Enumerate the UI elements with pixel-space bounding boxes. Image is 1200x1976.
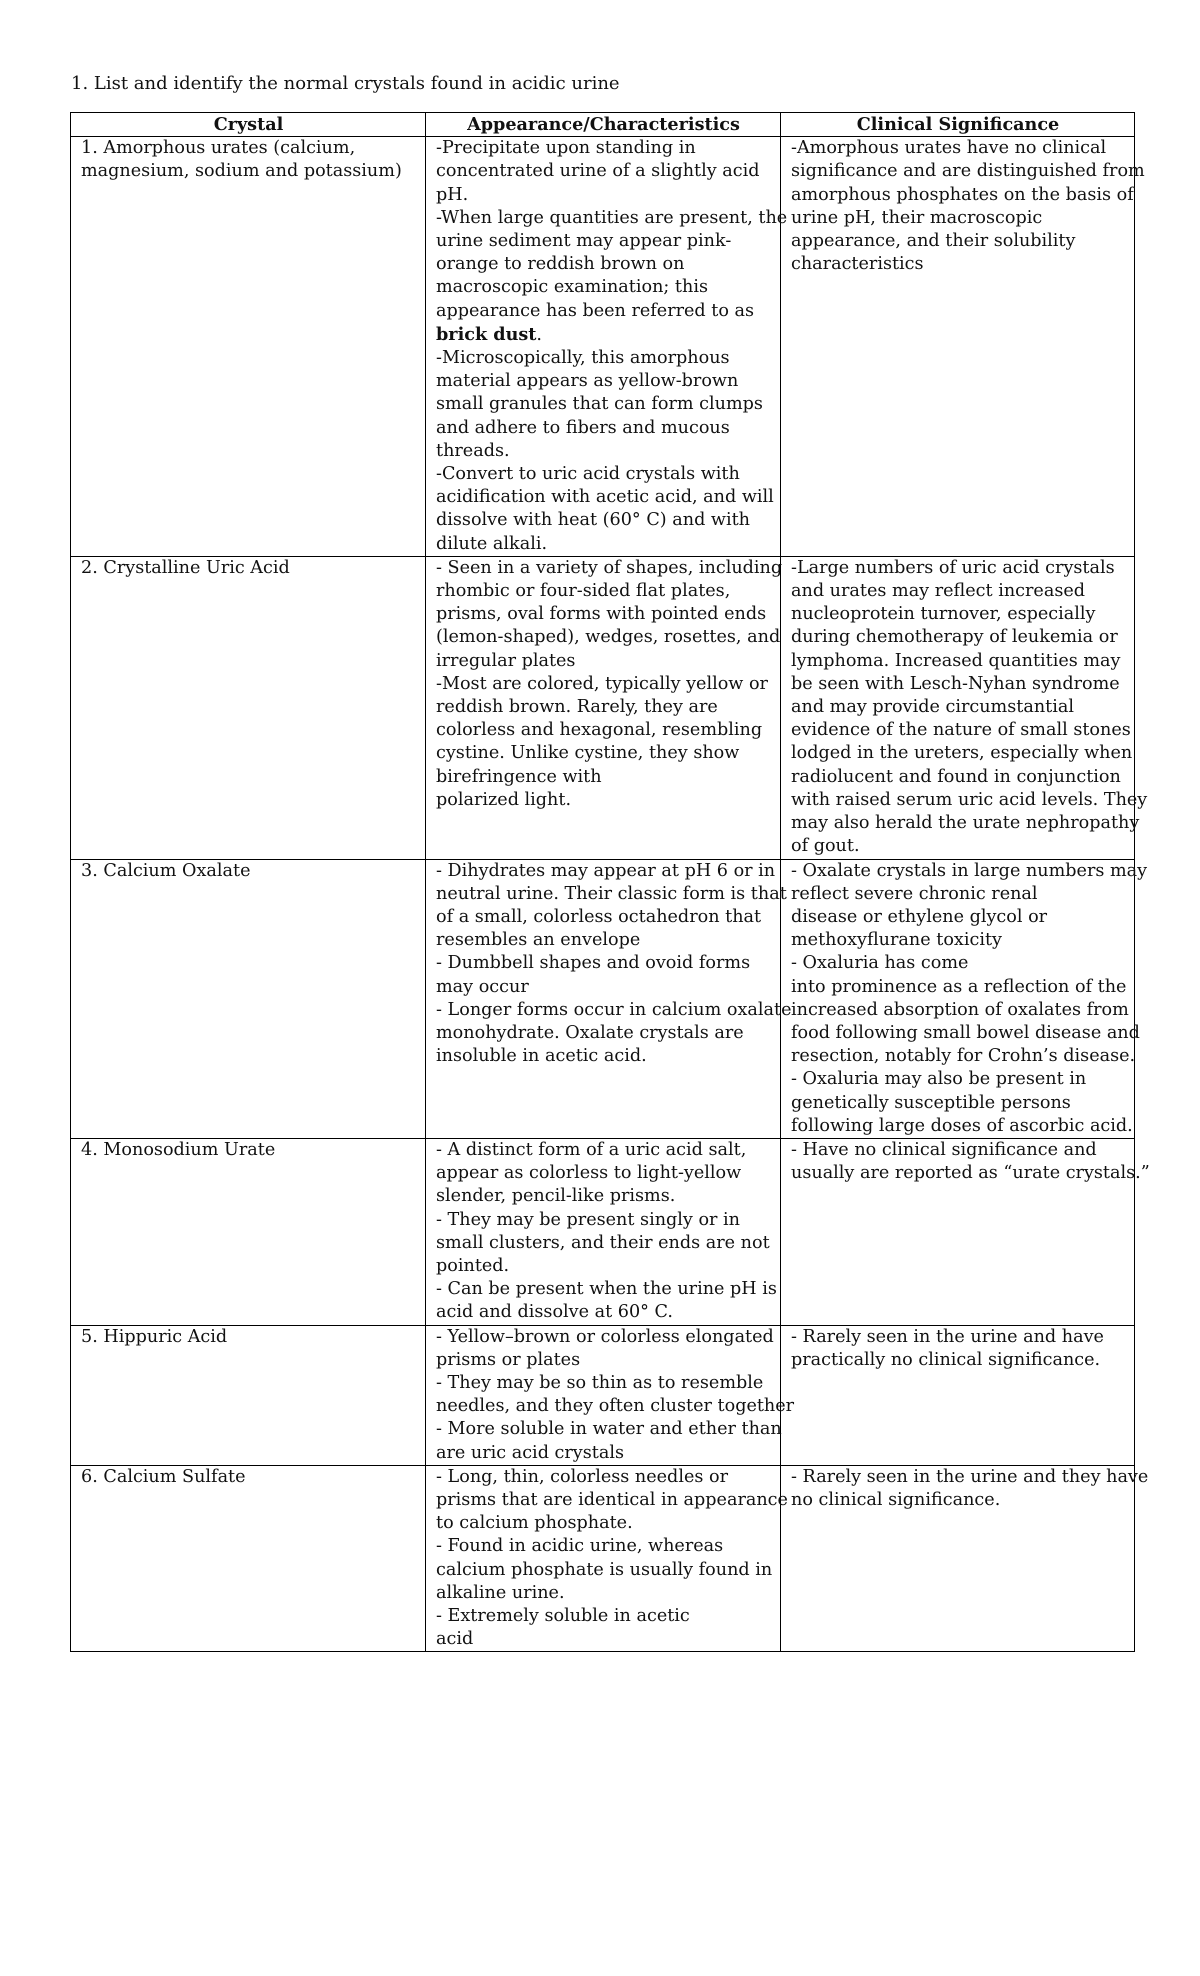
text-line: slender, pencil-like prisms. xyxy=(436,1186,676,1207)
text-line: lymphoma. Increased quantities may xyxy=(791,650,1121,671)
text-line: - More soluble in water and ether than xyxy=(436,1419,782,1440)
table-header-row xyxy=(71,113,1135,137)
text-line: alkaline urine. xyxy=(436,1582,565,1603)
text-line: small clusters, and their ends are not xyxy=(436,1232,770,1253)
text-line: magnesium, sodium and potassium) xyxy=(81,161,402,182)
text-line: appearance, and their solubility xyxy=(791,231,1076,252)
text-line: dilute alkali. xyxy=(436,533,548,554)
text-line: be seen with Lesch-Nyhan syndrome xyxy=(791,673,1120,694)
text-line: into prominence as a reflection of the xyxy=(791,976,1127,997)
significance-cell xyxy=(781,859,1148,1138)
text-line: birefringence with xyxy=(436,766,602,787)
appearance-cell xyxy=(426,859,792,1138)
text-line: polarized light. xyxy=(436,789,572,810)
significance-cell xyxy=(781,1325,1135,1465)
text-line: - A distinct form of a uric acid salt, xyxy=(436,1139,747,1160)
text-line: of a small, colorless octahedron that xyxy=(436,906,762,927)
text-line: -When large quantities are present, the xyxy=(436,207,788,228)
text-line: colorless and hexagonal, resembling xyxy=(436,720,763,741)
table-row xyxy=(71,1325,1135,1465)
text-line: - Long, thin, colorless needles or xyxy=(436,1466,728,1487)
table-row xyxy=(71,556,1135,859)
text-line: acidification with acetic acid, and will xyxy=(436,487,774,508)
table-row xyxy=(71,1138,1135,1325)
text-line: -Microscopically, this amorphous xyxy=(436,348,730,369)
text-line: following large doses of ascorbic acid. xyxy=(791,1115,1133,1136)
text-line: methoxyflurane toxicity xyxy=(791,930,1002,951)
text-line: prisms or plates xyxy=(436,1349,581,1370)
text-line: practically no clinical significance. xyxy=(791,1349,1101,1370)
text-line: food following small bowel disease and xyxy=(791,1022,1140,1043)
header-crystal: Crystal xyxy=(71,113,426,137)
text-line: -Large numbers of uric acid crystals xyxy=(791,557,1115,578)
text-line: small granules that can form clumps xyxy=(436,394,763,415)
text-line: appearance has been referred to as xyxy=(436,300,755,321)
header-appearance: Appearance/Characteristics xyxy=(426,113,781,137)
text-line: to calcium phosphate. xyxy=(436,1513,633,1534)
crystal-cell xyxy=(71,859,426,1138)
text-line: -Convert to uric acid crystals with xyxy=(436,464,740,485)
crystals-table xyxy=(70,112,1150,1652)
text-line: urine pH, their macroscopic xyxy=(791,207,1043,228)
text-line: calcium phosphate is usually found in xyxy=(436,1559,773,1580)
text-line: - Extremely soluble in acetic xyxy=(436,1606,690,1626)
text-line: during chemotherapy of leukemia or xyxy=(791,627,1118,648)
text-line: threads. xyxy=(436,440,510,461)
text-line: prisms, oval forms with pointed ends xyxy=(436,604,767,625)
text-line: and urates may reflect increased xyxy=(791,581,1086,602)
text-line: (lemon-shaped), wedges, rosettes, and xyxy=(436,627,781,648)
text-line: 6. Calcium Sulfate xyxy=(81,1466,246,1487)
text-line: - Have no clinical significance and xyxy=(791,1139,1097,1160)
appearance-cell xyxy=(426,1325,795,1465)
text-line: lodged in the ureters, especially when xyxy=(791,743,1133,764)
text-line: dissolve with heat (60° C) and with xyxy=(436,510,751,531)
text-line: concentrated urine of a slightly acid xyxy=(436,161,760,182)
text-line: radiolucent and found in conjunction xyxy=(791,766,1121,787)
appearance-cell xyxy=(426,1465,788,1652)
text-line: characteristics xyxy=(791,254,924,275)
text-line: pointed. xyxy=(436,1255,510,1276)
text-line: cystine. Unlike cystine, they show xyxy=(436,743,740,764)
text-line: prisms that are identical in appearance xyxy=(436,1489,788,1510)
appearance-cell xyxy=(426,137,788,557)
bold-term: brick dust xyxy=(436,323,537,345)
text-line: - Oxaluria has come xyxy=(791,953,969,974)
table-row xyxy=(71,137,1135,557)
text-line: acid and dissolve at 60° C. xyxy=(436,1302,673,1323)
text-line: may occur xyxy=(436,976,529,997)
text-line: acid xyxy=(436,1629,474,1650)
text-line: - They may be present singly or in xyxy=(436,1209,740,1230)
text-line: resembles an envelope xyxy=(436,930,641,951)
term-suffix: . xyxy=(536,324,543,345)
crystal-cell xyxy=(71,1325,426,1465)
text-line xyxy=(436,323,771,347)
text-line: and may provide circumstantial xyxy=(791,697,1074,718)
text-line: amorphous phosphates on the basis of xyxy=(791,184,1134,205)
text-line: 3. Calcium Oxalate xyxy=(81,860,251,881)
text-line: - Seen in a variety of shapes, including xyxy=(436,557,783,578)
text-line: insoluble in acetic acid. xyxy=(436,1046,647,1067)
text-line: needles, and they often cluster together xyxy=(436,1396,795,1417)
crystal-cell xyxy=(71,556,426,859)
text-line: may also herald the urate nephropathy xyxy=(791,813,1140,834)
text-line: - Found in acidic urine, whereas xyxy=(436,1536,724,1557)
text-line: urine sediment may appear pink- xyxy=(436,231,732,252)
text-line: irregular plates xyxy=(436,650,576,671)
page-heading: 1. List and identify the normal crystals found in acidic urine xyxy=(71,73,620,94)
text-line: nucleoprotein turnover, especially xyxy=(791,604,1096,625)
table-row xyxy=(71,1465,1135,1652)
text-line: no clinical significance. xyxy=(791,1489,1001,1510)
text-line: reddish brown. Rarely, they are xyxy=(436,697,718,718)
appearance-cell xyxy=(426,1138,781,1325)
text-line: - Oxaluria may also be present in xyxy=(791,1069,1087,1090)
text-line: of gout. xyxy=(791,836,860,857)
text-line: 2. Crystalline Uric Acid xyxy=(81,557,290,578)
text-line: - Longer forms occur in calcium oxalate xyxy=(436,999,792,1020)
table-row xyxy=(71,859,1135,1138)
text-line: rhombic or four-sided flat plates, xyxy=(436,581,731,602)
appearance-cell xyxy=(426,556,781,859)
significance-cell xyxy=(781,556,1148,859)
text-line: significance and are distinguished from xyxy=(791,161,1145,182)
text-line: - Rarely seen in the urine and have xyxy=(791,1326,1104,1347)
text-line: increased absorption of oxalates from xyxy=(791,999,1129,1020)
text-line: 1. Amorphous urates (calcium, xyxy=(81,138,356,159)
text-line: - Dumbbell shapes and ovoid forms xyxy=(436,953,751,974)
text-line: genetically susceptible persons xyxy=(791,1092,1071,1113)
text-line: with raised serum uric acid levels. They xyxy=(791,789,1148,810)
text-line: - Rarely seen in the urine and they have xyxy=(791,1466,1149,1487)
text-line: - Yellow–brown or colorless elongated xyxy=(436,1326,774,1347)
text-line: reflect severe chronic renal xyxy=(791,883,1038,904)
text-line: - Can be present when the urine pH is xyxy=(436,1279,777,1300)
text-line: - Oxalate crystals in large numbers may xyxy=(791,860,1148,881)
text-line: - Dihydrates may appear at pH 6 or in xyxy=(436,860,776,881)
significance-cell xyxy=(781,1465,1149,1652)
header-clinical-significance: Clinical Significance xyxy=(781,113,1135,137)
significance-cell xyxy=(781,137,1145,557)
crystal-cell xyxy=(71,1138,426,1325)
significance-cell xyxy=(781,1138,1150,1325)
text-line: material appears as yellow-brown xyxy=(436,371,739,392)
text-line: -Amorphous urates have no clinical xyxy=(791,138,1107,159)
text-line: monohydrate. Oxalate crystals are xyxy=(436,1022,744,1043)
text-line: disease or ethylene glycol or xyxy=(791,906,1048,927)
text-line: -Precipitate upon standing in xyxy=(436,138,696,159)
text-line: pH. xyxy=(436,184,469,205)
text-line: evidence of the nature of small stones xyxy=(791,720,1131,741)
text-line: are uric acid crystals xyxy=(436,1442,624,1463)
text-line: 4. Monosodium Urate xyxy=(81,1139,276,1160)
text-line: orange to reddish brown on xyxy=(436,254,685,275)
text-line: usually are reported as “urate crystals.” xyxy=(791,1163,1150,1184)
text-line: - They may be so thin as to resemble xyxy=(436,1372,764,1393)
crystal-cell xyxy=(71,137,426,557)
text-line: 5. Hippuric Acid xyxy=(81,1326,228,1347)
text-line: macroscopic examination; this xyxy=(436,277,708,298)
text-line: -Most are colored, typically yellow or xyxy=(436,673,768,694)
text-line: appear as colorless to light-yellow xyxy=(436,1163,742,1184)
text-line: resection, notably for Crohn’s disease. xyxy=(791,1046,1136,1067)
crystal-cell xyxy=(71,1465,426,1652)
text-line: and adhere to fibers and mucous xyxy=(436,417,730,438)
text-line: neutral urine. Their classic form is that xyxy=(436,883,787,904)
